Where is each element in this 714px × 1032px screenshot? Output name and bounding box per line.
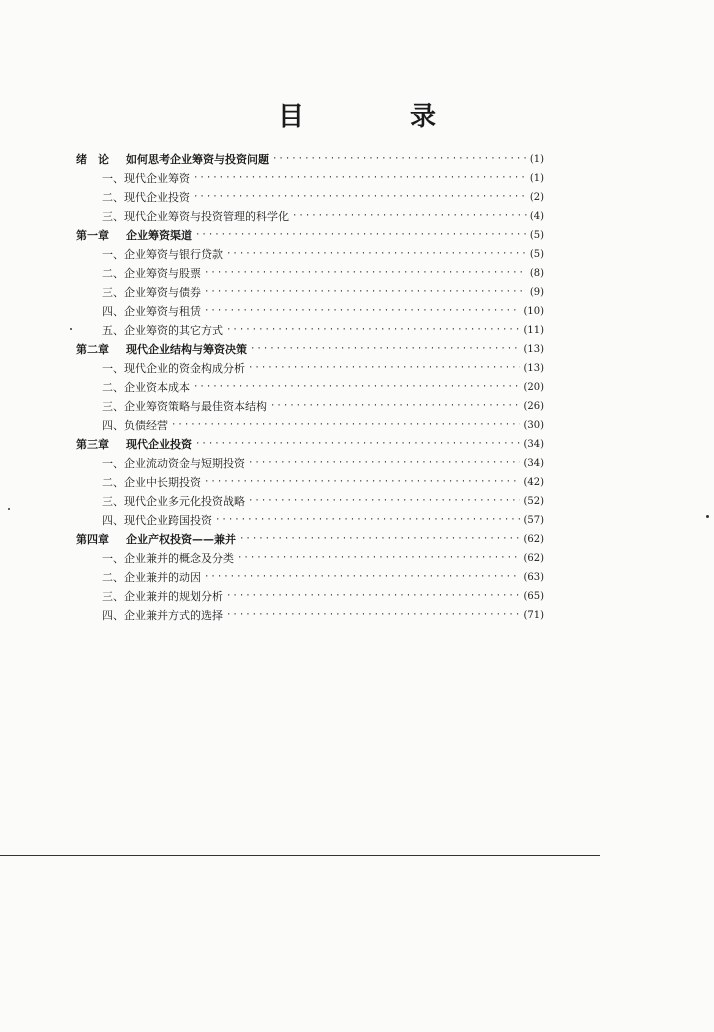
page-number: (2) (529, 192, 544, 203)
section-title: 三、现代企业多元化投资战略 (102, 495, 245, 508)
page-number: (62) (523, 553, 544, 564)
scan-speck (706, 515, 709, 518)
toc-section-row[interactable] (76, 416, 544, 435)
chapter-number: 第二章 (76, 343, 109, 356)
dot-leader (226, 606, 520, 625)
toc-section-row[interactable] (76, 587, 544, 606)
section-title: 三、企业兼并的规划分析 (102, 590, 223, 603)
dot-leader (248, 454, 520, 473)
section-title: 一、现代企业的资金构成分析 (102, 362, 245, 375)
page-number: (13) (523, 344, 544, 355)
toc-section-row[interactable] (76, 283, 544, 302)
section-title: 三、现代企业筹资与投资管理的科学化 (102, 210, 289, 223)
toc-section-row[interactable] (76, 188, 544, 207)
dot-leader (171, 416, 520, 435)
page-number: (20) (523, 382, 544, 393)
section-title: 一、企业兼并的概念及分类 (102, 552, 234, 565)
toc-chapter-row[interactable] (76, 150, 544, 169)
toc-section-row[interactable] (76, 473, 544, 492)
toc-section-row[interactable] (76, 169, 544, 188)
section-title: 二、企业筹资与股票 (102, 267, 201, 280)
section-title: 一、企业筹资与银行贷款 (102, 248, 223, 261)
toc-section-row[interactable] (76, 264, 544, 283)
dot-leader (204, 473, 520, 492)
toc-section-row[interactable] (76, 511, 544, 530)
page-number: (71) (523, 610, 544, 621)
dot-leader (239, 530, 520, 549)
dot-leader (226, 587, 520, 606)
dot-leader (204, 302, 520, 321)
dot-leader (226, 245, 527, 264)
chapter-title: 现代企业投资 (126, 438, 192, 451)
dot-leader (204, 264, 527, 283)
dot-leader (195, 435, 520, 454)
section-title: 四、企业兼并方式的选择 (102, 609, 223, 622)
toc-section-row[interactable] (76, 568, 544, 587)
toc-section-row[interactable] (76, 207, 544, 226)
dot-leader (270, 397, 520, 416)
section-title: 一、现代企业筹资 (102, 172, 190, 185)
toc-section-row[interactable] (76, 606, 544, 625)
dot-leader (248, 492, 520, 511)
page-title: 目 录 (277, 102, 476, 132)
dot-leader (204, 568, 520, 587)
toc-chapter-row[interactable] (76, 340, 544, 359)
chapter-title: 现代企业结构与筹资决策 (126, 343, 247, 356)
section-title: 三、企业筹资与债券 (102, 286, 201, 299)
toc-section-row[interactable] (76, 245, 544, 264)
section-title: 四、现代企业跨国投资 (102, 514, 212, 527)
toc-section-row[interactable] (76, 492, 544, 511)
dot-leader (193, 378, 520, 397)
page-number: (4) (529, 211, 544, 222)
page-number: (57) (523, 515, 544, 526)
toc-section-row[interactable] (76, 454, 544, 473)
toc-chapter-row[interactable] (76, 226, 544, 245)
toc-section-row[interactable] (76, 359, 544, 378)
toc-section-row[interactable] (76, 397, 544, 416)
section-title: 四、负债经营 (102, 419, 168, 432)
dot-leader (272, 150, 527, 169)
toc-section-row[interactable] (76, 302, 544, 321)
page-number: (34) (523, 458, 544, 469)
dot-leader (226, 321, 520, 340)
bottom-rule (0, 855, 600, 856)
chapter-number: 第一章 (76, 229, 109, 242)
dot-leader (195, 226, 527, 245)
section-title: 二、企业中长期投资 (102, 476, 201, 489)
toc-section-row[interactable] (76, 321, 544, 340)
dot-leader (204, 283, 527, 302)
toc-section-row[interactable] (76, 378, 544, 397)
page-number: (1) (529, 173, 544, 184)
section-title: 一、企业流动资金与短期投资 (102, 457, 245, 470)
chapter-number: 第三章 (76, 438, 109, 451)
page-number: (62) (523, 534, 544, 545)
page-number: (8) (529, 268, 544, 279)
dot-leader (250, 340, 520, 359)
page-number: (34) (523, 439, 544, 450)
dot-leader (292, 207, 527, 226)
section-title: 四、企业筹资与租赁 (102, 305, 201, 318)
page-number: (13) (523, 363, 544, 374)
page-number: (5) (529, 249, 544, 260)
chapter-number: 绪 论 (76, 153, 109, 166)
dot-leader (193, 169, 527, 188)
toc-chapter-row[interactable] (76, 435, 544, 454)
page-number: (42) (523, 477, 544, 488)
page-number: (9) (529, 287, 544, 298)
chapter-title: 如何思考企业筹资与投资问题 (126, 153, 269, 166)
toc-chapter-row[interactable] (76, 530, 544, 549)
scan-speck (70, 328, 72, 330)
toc-section-row[interactable] (76, 549, 544, 568)
page-number: (5) (529, 230, 544, 241)
dot-leader (248, 359, 520, 378)
page-number: (63) (523, 572, 544, 583)
page-number: (65) (523, 591, 544, 602)
chapter-title: 企业筹资渠道 (126, 229, 192, 242)
dot-leader (237, 549, 520, 568)
section-title: 二、企业资本成本 (102, 381, 190, 394)
section-title: 五、企业筹资的其它方式 (102, 324, 223, 337)
chapter-title: 企业产权投资——兼并 (126, 533, 236, 546)
section-title: 三、企业筹资策略与最佳资本结构 (102, 400, 267, 413)
section-title: 二、企业兼并的动因 (102, 571, 201, 584)
table-of-contents (76, 150, 544, 625)
page-number: (26) (523, 401, 544, 412)
chapter-number: 第四章 (76, 533, 109, 546)
page-number: (1) (529, 154, 544, 165)
page-number: (30) (523, 420, 544, 431)
scan-speck (8, 508, 10, 510)
page-number: (11) (523, 325, 544, 336)
section-title: 二、现代企业投资 (102, 191, 190, 204)
dot-leader (193, 188, 527, 207)
dot-leader (215, 511, 520, 530)
page-number: (52) (523, 496, 544, 507)
page-number: (10) (523, 306, 544, 317)
